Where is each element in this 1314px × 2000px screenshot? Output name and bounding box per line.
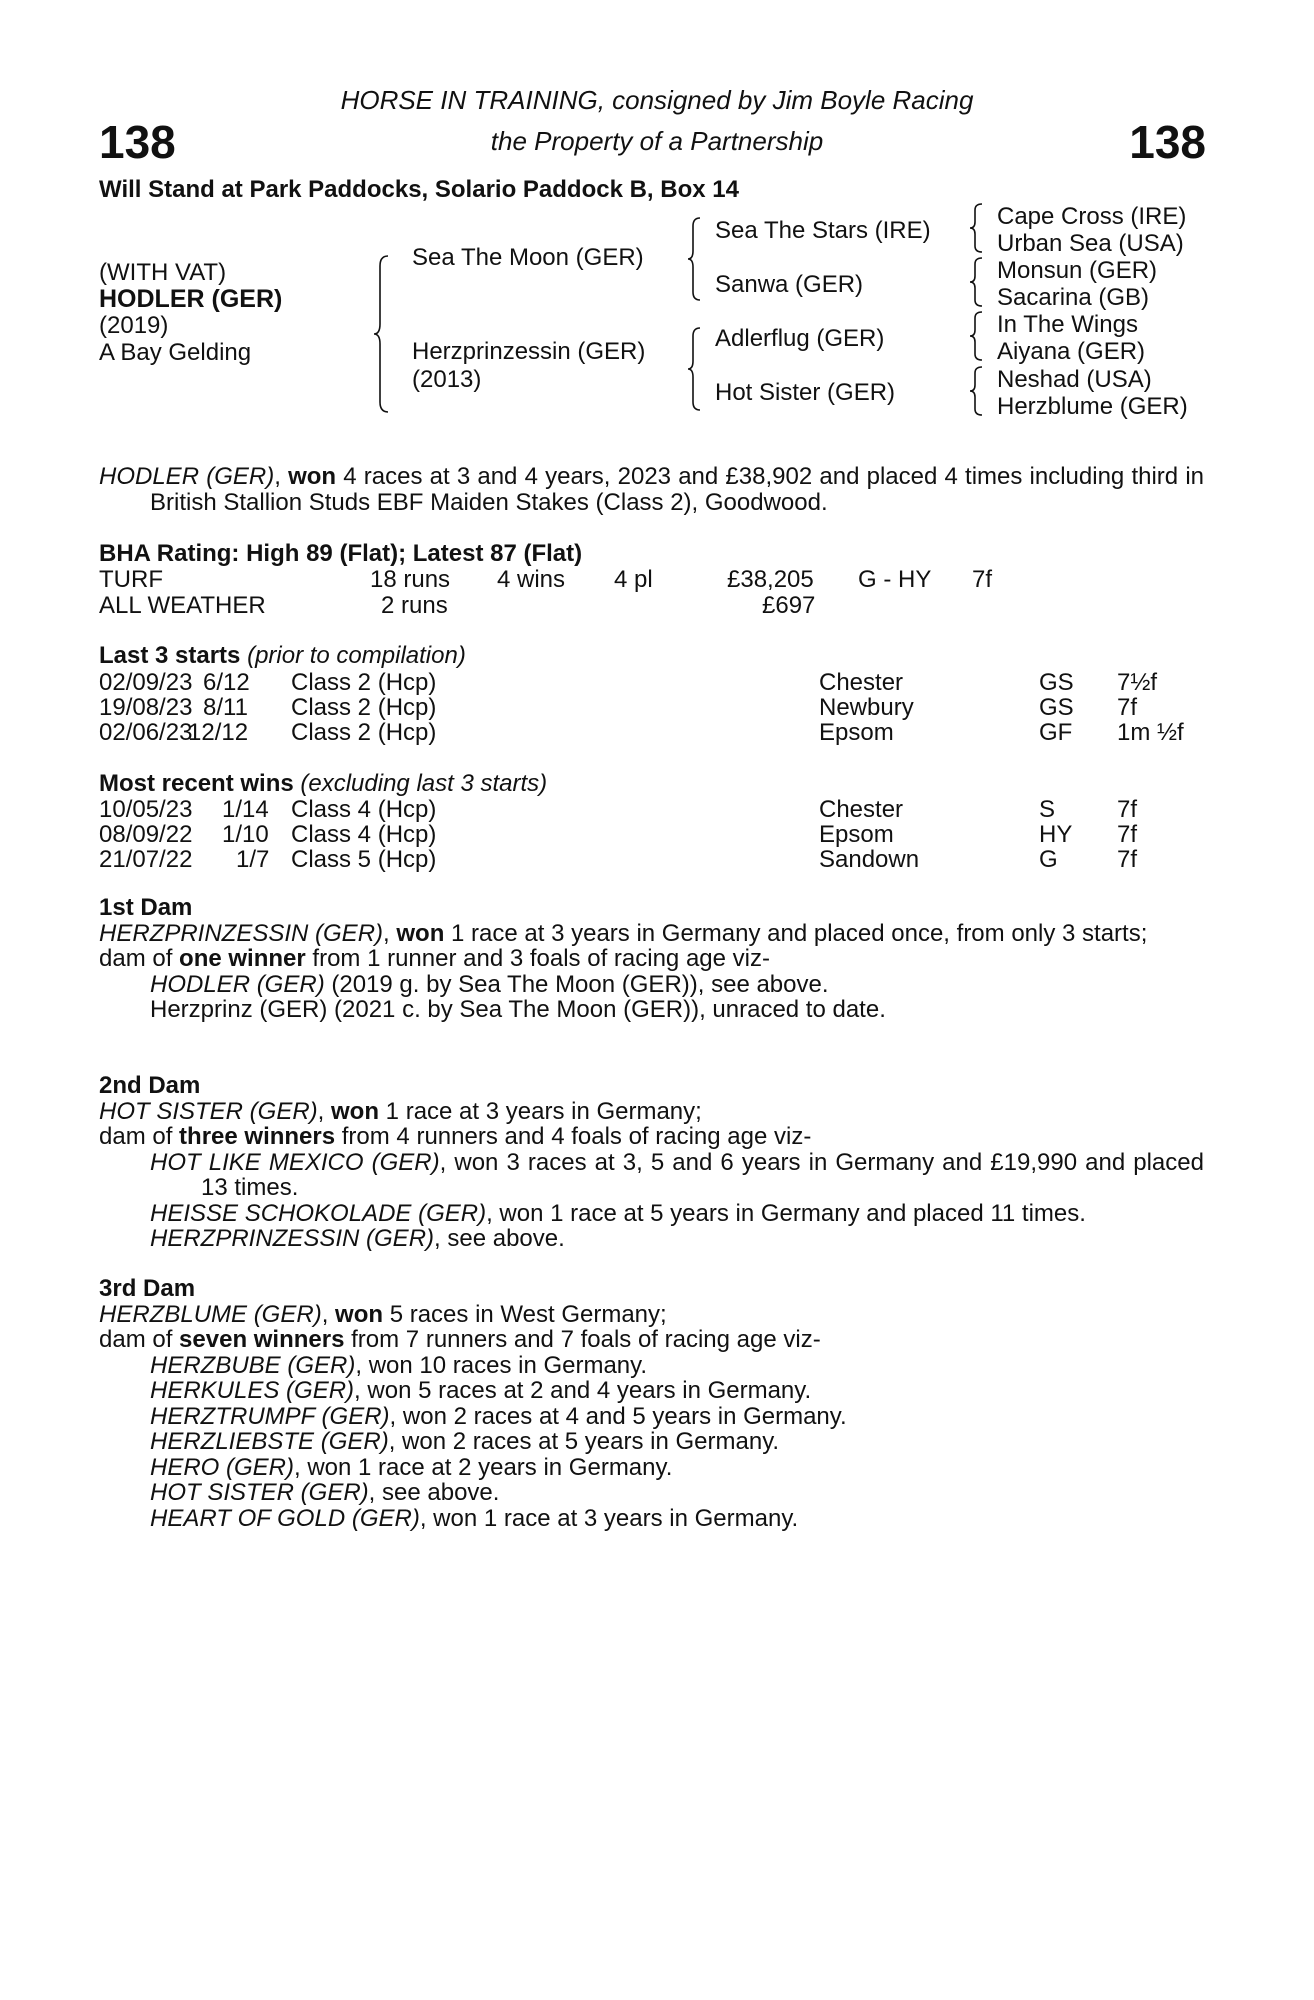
gg-1: Cape Cross (IRE) (997, 203, 1187, 230)
list-item (99, 1353, 1204, 1379)
produce-text: , won 10 races in Germany. (355, 1351, 648, 1379)
produce-text: , won 1 race at 3 years in Germany. (419, 1504, 799, 1532)
produce-name: HOT LIKE MEXICO (GER) (150, 1148, 440, 1176)
runners-text: from 4 runners and 4 foals of racing age viz- (335, 1123, 812, 1150)
list-item (99, 1404, 1204, 1430)
first-dam-section (99, 895, 1204, 1023)
turf-label: TURF (99, 566, 163, 593)
third-dam-section (99, 1276, 1204, 1531)
produce-text: , won 3 races at 3, 5 and 6 years in Germany and £19,990 and placed 13 times. (201, 1148, 1204, 1201)
produce-name: HEART OF GOLD (GER) (150, 1504, 420, 1532)
winners-count: three winners (179, 1123, 336, 1150)
recent-note: (excluding last 3 starts) (293, 770, 548, 797)
produce-text: , won 1 race at 5 years in Germany and placed 11 times. (486, 1199, 1086, 1227)
win-position: 1/14 (222, 796, 269, 823)
gg-6: Aiyana (GER) (997, 338, 1146, 365)
produce-text: (2019 g. by Sea The Moon (GER)), see above. (324, 970, 829, 998)
last3-heading (99, 643, 466, 669)
brace-gp1 (970, 204, 986, 252)
produce-text: , won 2 races at 4 and 5 years in Germany. (389, 1402, 847, 1430)
gg-5: In The Wings (997, 311, 1138, 338)
start-distance: 7f (1117, 694, 1138, 721)
table-row (0, 719, 1184, 746)
consignor-line: HORSE IN TRAINING, consigned by Jim Boyle Racing (340, 85, 974, 115)
gg-2: Urban Sea (USA) (997, 230, 1184, 257)
dam-name: Herzprinzessin (GER) (412, 338, 646, 365)
brace-sire-parents (688, 218, 704, 300)
start-position: 12/12 (188, 719, 249, 746)
stand-location: Will Stand at Park Paddocks, Solario Paddock B, Box 14 (99, 176, 739, 203)
start-going: GF (1039, 719, 1073, 746)
gg-8: Herzblume (GER) (997, 393, 1188, 420)
win-class: Class 4 (Hcp) (291, 821, 437, 848)
lot-number-right: 138 (1129, 116, 1206, 168)
race-summary: HODLER (GER), won 4 races at 3 and 4 years, 2023 and £38,902 and placed 4 times including third in British Stallion Studs EBF Maiden Stakes (Class 2), Goodwood. (99, 463, 1205, 516)
start-date: 02/09/23 (99, 669, 193, 696)
produce-text: Herzprinz (GER) (2021 c. by Sea The Moon (GER)), unraced to date. (150, 996, 886, 1023)
horse-year: (2019) (99, 312, 169, 339)
summary-text: 4 races at 3 and 4 years, 2023 and £38,902 and placed 4 times including third in British Stallion Studs EBF Maiden Stakes (Class 2), Goodwood. (150, 463, 1205, 516)
second-dam-rest: 1 race at 3 years in Germany; (379, 1097, 702, 1125)
produce-name: HODLER (GER) (150, 970, 325, 998)
produce-name: HERZLIEBSTE (GER) (150, 1428, 389, 1455)
dam-of-label: dam of (99, 945, 180, 972)
turf-wins: 4 wins (497, 566, 566, 593)
dam-of-label: dam of (99, 1326, 180, 1353)
horse-description: A Bay Gelding (99, 339, 252, 366)
first-dam-title: 1st Dam (99, 894, 193, 921)
gg-4: Sacarina (GB) (997, 284, 1150, 311)
table-row (0, 821, 1138, 848)
horse-name: HODLER (GER) (99, 285, 283, 313)
third-dam-record: HERZBLUME (GER), won 5 races in West Germany; (99, 1300, 667, 1328)
vat-label: (WITH VAT) (99, 259, 227, 286)
win-course: Sandown (819, 846, 920, 873)
property-line: the Property of a Partnership (490, 126, 824, 156)
brace-sire-dam (374, 256, 394, 412)
win-class: Class 4 (Hcp) (291, 796, 437, 823)
produce-name: HERZTRUMPF (GER) (150, 1402, 390, 1430)
brace-gp2 (970, 258, 986, 306)
third-dam-produce (99, 1327, 1204, 1353)
table-row (0, 846, 1138, 873)
recent-title: Most recent wins (99, 770, 294, 797)
runners-text: from 1 runner and 3 foals of racing age viz- (305, 945, 770, 972)
list-item (99, 1378, 1204, 1404)
turf-placed: 4 pl (614, 566, 653, 593)
produce-text: , see above. (434, 1225, 565, 1252)
produce-name: HERZPRINZESSIN (GER) (150, 1225, 435, 1252)
aw-label: ALL WEATHER (99, 592, 266, 619)
last3-title: Last 3 starts (99, 642, 241, 669)
winners-count: one winner (179, 945, 306, 972)
sire-sire: Sea The Stars (IRE) (715, 217, 931, 244)
win-distance: 7f (1117, 821, 1138, 848)
turf-distance: 7f (972, 566, 993, 593)
produce-text: , won 2 races at 5 years in Germany. (388, 1428, 780, 1455)
second-dam-name: HOT SISTER (GER) (99, 1097, 318, 1125)
brace-gp3 (970, 312, 986, 360)
table-row (0, 669, 1158, 696)
win-position: 1/7 (236, 846, 270, 873)
turf-row (0, 566, 1120, 592)
sire-dam: Sanwa (GER) (715, 271, 864, 298)
produce-text: , won 5 races at 2 and 4 years in Germany. (354, 1377, 812, 1404)
summary-won: won (288, 463, 337, 490)
start-date: 02/06/23 (99, 719, 193, 746)
start-position: 8/11 (203, 694, 248, 721)
second-dam-won: won (331, 1097, 380, 1125)
list-item (99, 1455, 1204, 1481)
first-dam-produce (99, 946, 1204, 972)
first-dam-won: won (396, 919, 445, 947)
produce-name: HERZBUBE (GER) (150, 1351, 356, 1379)
start-class: Class 2 (Hcp) (291, 669, 437, 696)
lot-number-left: 138 (99, 116, 176, 168)
third-dam-rest: 5 races in West Germany; (383, 1300, 667, 1328)
winners-count: seven winners (179, 1326, 345, 1353)
table-row (0, 796, 1138, 823)
runners-text: from 7 runners and 7 foals of racing age viz- (344, 1326, 821, 1353)
first-dam-record: HERZPRINZESSIN (GER), won 1 race at 3 years in Germany and placed once, from only 3 starts; (99, 919, 1148, 947)
win-date: 10/05/23 (99, 796, 193, 823)
produce-name: HERO (GER) (150, 1453, 294, 1481)
table-row (0, 694, 1138, 721)
list-item (99, 997, 1204, 1023)
win-going: S (1039, 796, 1056, 823)
second-dam-title: 2nd Dam (99, 1072, 201, 1099)
start-position: 6/12 (203, 669, 250, 696)
turf-prize: £38,205 (727, 566, 814, 593)
gg-3: Monsun (GER) (997, 257, 1158, 284)
start-course: Epsom (819, 719, 894, 746)
list-item (99, 1480, 1204, 1506)
win-position: 1/10 (222, 821, 269, 848)
all-weather-row (0, 592, 1120, 618)
second-dam-produce (99, 1124, 1204, 1150)
start-class: Class 2 (Hcp) (291, 719, 437, 746)
win-date: 21/07/22 (99, 846, 193, 873)
win-class: Class 5 (Hcp) (291, 846, 437, 873)
win-course: Chester (819, 796, 904, 823)
produce-text: , won 1 race at 2 years in Germany. (294, 1453, 673, 1481)
second-dam-section (99, 1073, 1204, 1252)
win-going: HY (1039, 821, 1073, 848)
list-item (99, 1150, 1204, 1201)
sire-name: Sea The Moon (GER) (412, 244, 644, 271)
aw-prize: £697 (762, 592, 816, 619)
brace-gp4 (970, 367, 986, 415)
third-dam-title: 3rd Dam (99, 1275, 196, 1302)
rating-title: BHA Rating: High 89 (Flat); Latest 87 (Flat) (99, 540, 583, 567)
aw-runs: 2 runs (381, 592, 448, 619)
start-date: 19/08/23 (99, 694, 193, 721)
list-item (99, 972, 1204, 998)
turf-going: G - HY (858, 566, 932, 593)
first-dam-name: HERZPRINZESSIN (GER) (99, 919, 384, 947)
dam-dam: Hot Sister (GER) (715, 379, 896, 406)
win-going: G (1039, 846, 1058, 873)
produce-name: HERKULES (GER) (150, 1377, 355, 1404)
produce-text: , see above. (368, 1479, 500, 1506)
gg-7: Neshad (USA) (997, 366, 1152, 393)
turf-runs: 18 runs (370, 566, 451, 593)
win-date: 08/09/22 (99, 821, 193, 848)
third-dam-won: won (335, 1300, 384, 1328)
dam-of-label: dam of (99, 1123, 180, 1150)
start-distance: 7½f (1117, 669, 1158, 696)
last3-note: (prior to compilation) (240, 642, 466, 669)
start-course: Newbury (819, 694, 914, 721)
start-class: Class 2 (Hcp) (291, 694, 437, 721)
win-distance: 7f (1117, 846, 1138, 873)
win-course: Epsom (819, 821, 894, 848)
brace-dam-parents (688, 328, 704, 410)
first-dam-rest: 1 race at 3 years in Germany and placed once, from only 3 starts; (444, 919, 1148, 947)
recent-heading (99, 771, 547, 797)
start-going: GS (1039, 669, 1074, 696)
list-item (99, 1506, 1204, 1532)
list-item (99, 1429, 1204, 1455)
dam-year: (2013) (412, 366, 482, 393)
start-distance: 1m ½f (1117, 719, 1184, 746)
summary-horse-name: HODLER (GER) (99, 463, 275, 490)
start-course: Chester (819, 669, 904, 696)
second-dam-record: HOT SISTER (GER), won 1 race at 3 years in Germany; (99, 1097, 702, 1125)
list-item (99, 1201, 1204, 1227)
produce-name: HOT SISTER (GER) (150, 1479, 369, 1506)
produce-name: HEISSE SCHOKOLADE (GER) (150, 1199, 487, 1227)
dam-sire: Adlerflug (GER) (715, 325, 885, 352)
win-distance: 7f (1117, 796, 1138, 823)
start-going: GS (1039, 694, 1074, 721)
list-item (99, 1226, 1204, 1252)
third-dam-name: HERZBLUME (GER) (99, 1300, 322, 1328)
